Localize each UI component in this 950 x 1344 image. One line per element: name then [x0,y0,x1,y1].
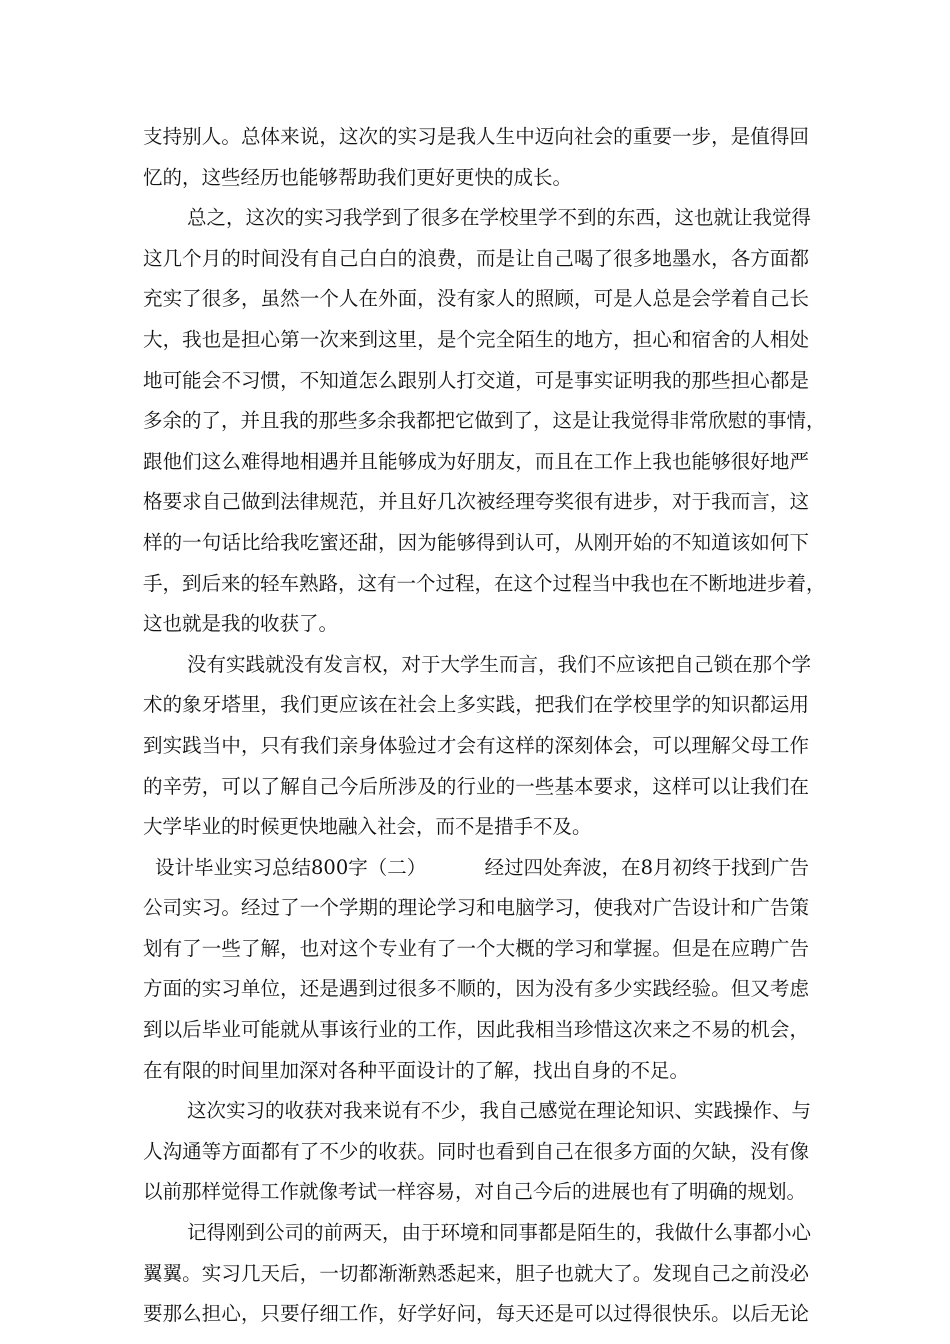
text-line: 要那么担心，只要仔细工作，好学好问，每天还是可以过得很快乐。以后无论 [143,1302,809,1326]
text-line: 充实了很多，虽然一个人在外面，没有家人的照顾，可是人总是会学着自己长 [143,287,809,311]
text-line: 划有了一些了解，也对这个专业有了一个大概的学习和掌握。但是在应聘广告 [143,936,809,960]
text-line: 以前那样觉得工作就像考试一样容易，对自己今后的进展也有了明确的规划。 [143,1180,807,1204]
text-line: 大学毕业的时候更快地融入社会，而不是措手不及。 [143,815,592,839]
text-line: 在有限的时间里加深对各种平面设计的了解，找出自身的不足。 [143,1058,690,1082]
text-line: 多余的了，并且我的那些多余我都把它做到了，这是让我觉得非常欣慰的事情， [143,409,826,433]
paragraph-first-line: 这次实习的收获对我来说有不少，我自己感觉在理论知识、实践操作、与 [187,1099,812,1123]
text-line: 人沟通等方面都有了不少的收获。同时也看到自己在很多方面的欠缺，没有像 [143,1139,809,1163]
text-line: 跟他们这么难得地相遇并且能够成为好朋友，而且在工作上我也能够很好地严 [143,449,809,473]
section-heading-line [143,848,809,889]
heading-following-text: 经过四处奔波，在8月初终于找到广告 [484,855,809,879]
text-line: 忆的，这些经历也能够帮助我们更好更快的成长。 [143,165,573,189]
document-body [143,117,826,1335]
paragraph-first-line: 记得刚到公司的前两天，由于环境和同事都是陌生的，我做什么事都小心 [187,1221,812,1245]
text-line: 格要求自己做到法律规范，并且好几次被经理夸奖很有进步，对于我而言，这 [143,490,809,514]
text-line: 样的一句话比给我吃蜜还甜，因为能够得到认可，从刚开始的不知道该如何下 [143,530,809,554]
text-line: 这几个月的时间没有自己白白的浪费，而是让自己喝了很多地墨水，各方面都 [143,246,809,270]
text-line: 手，到后来的轻车熟路，这有一个过程，在这个过程当中我也在不断地进步着， [143,571,826,595]
text-line: 到以后毕业可能就从事该行业的工作，因此我相当珍惜这次来之不易的机会， [143,1018,809,1042]
text-line: 支持别人。总体来说，这次的实习是我人生中迈向社会的重要一步，是值得回 [143,125,809,148]
paragraph-first-line: 没有实践就没有发言权，对于大学生而言，我们不应该把自己锁在那个学 [187,652,812,676]
text-line: 术的象牙塔里，我们更应该在社会上多实践，把我们在学校里学的知识都运用 [143,693,809,717]
text-line: 这也就是我的收获了。 [143,612,339,636]
text-line: 到实践当中，只有我们亲身体验过才会有这样的深刻体会，可以理解父母工作 [143,733,809,757]
paragraph-first-line: 总之，这次的实习我学到了很多在学校里学不到的东西，这也就让我觉得 [187,206,812,230]
text-line: 大，我也是担心第一次来到这里，是个完全陌生的地方，担心和宿舍的人相处 [143,327,809,351]
text-line: 方面的实习单位，还是遇到过很多不顺的，因为没有多少实践经验。但又考虑 [143,977,809,1001]
section-heading: 设计毕业实习总结800字（二） [155,855,427,879]
text-line: 翼翼。实习几天后，一切都渐渐熟悉起来，胆子也就大了。发现自己之前没必 [143,1261,809,1285]
text-line: 地可能会不习惯，不知道怎么跟别人打交道，可是事实证明我的那些担心都是 [143,368,809,392]
text-line: 的辛劳，可以了解自己今后所涉及的行业的一些基本要求，这样可以让我们在 [143,774,809,798]
text-line: 公司实习。经过了一个学期的理论学习和电脑学习，使我对广告设计和广告策 [143,896,809,920]
